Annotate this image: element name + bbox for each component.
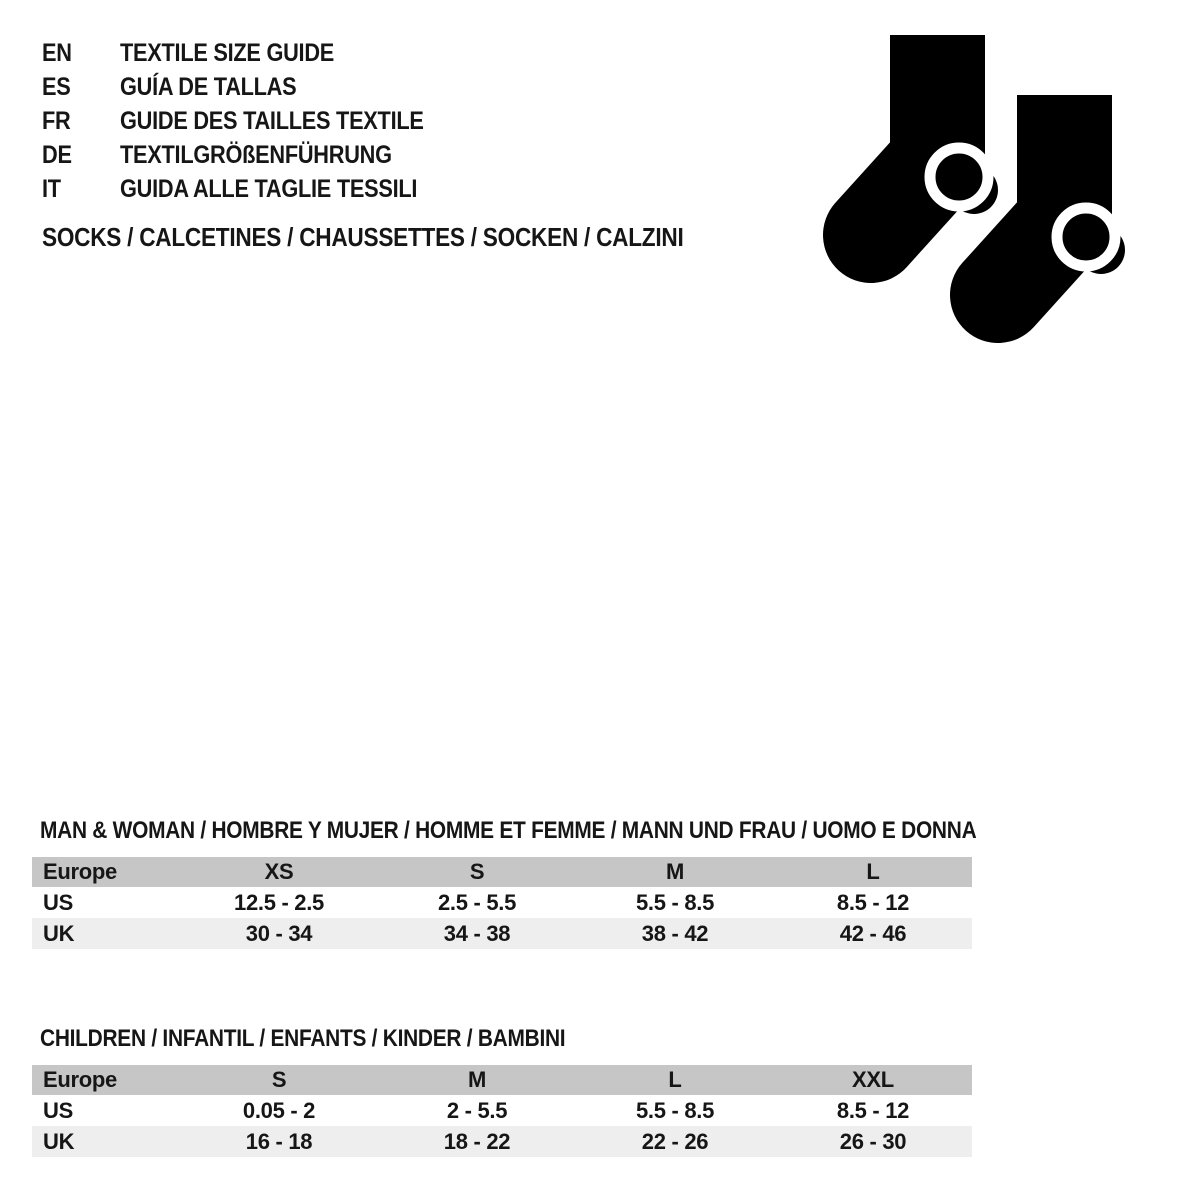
language-row-it bbox=[42, 172, 469, 206]
table-row-us bbox=[32, 1095, 972, 1126]
language-row-en bbox=[42, 36, 469, 70]
column-header-region: Europe bbox=[43, 1067, 117, 1092]
column-header-size: XS bbox=[264, 859, 294, 884]
language-row-fr bbox=[42, 104, 469, 138]
size-range: 2.5 - 5.5 bbox=[437, 889, 517, 915]
children-size-table bbox=[32, 1065, 972, 1157]
row-label: US bbox=[43, 889, 73, 915]
men-women-size-table bbox=[32, 857, 972, 949]
size-range: 26 - 30 bbox=[839, 1128, 907, 1154]
column-header-size: XXL bbox=[852, 1067, 894, 1092]
language-guide-list bbox=[42, 36, 469, 206]
row-label: US bbox=[43, 1097, 73, 1123]
language-row-de bbox=[42, 138, 469, 172]
guide-title-es: GUÍA DE TALLAS bbox=[120, 72, 297, 101]
size-range: 22 - 26 bbox=[641, 1128, 709, 1154]
column-header-size: S bbox=[469, 859, 485, 884]
row-label: UK bbox=[43, 1128, 75, 1154]
column-header-size: L bbox=[668, 1067, 682, 1092]
language-code: FR bbox=[42, 106, 71, 135]
column-header-region: Europe bbox=[43, 859, 117, 884]
size-range: 42 - 46 bbox=[839, 920, 907, 946]
size-range: 8.5 - 12 bbox=[836, 1097, 910, 1123]
language-code: DE bbox=[42, 140, 72, 169]
guide-title-en: TEXTILE SIZE GUIDE bbox=[120, 38, 335, 67]
size-range: 34 - 38 bbox=[443, 920, 511, 946]
table-header-row bbox=[32, 857, 972, 887]
column-header-size: L bbox=[866, 859, 880, 884]
size-range: 30 - 34 bbox=[245, 920, 313, 946]
column-header-size: M bbox=[665, 859, 685, 884]
language-row-es bbox=[42, 70, 469, 104]
guide-title-fr: GUIDE DES TAILLES TEXTILE bbox=[120, 106, 424, 135]
table-header-row bbox=[32, 1065, 972, 1095]
guide-title-it: GUIDA ALLE TAGLIE TESSILI bbox=[120, 174, 418, 203]
language-code: ES bbox=[42, 72, 71, 101]
size-range: 5.5 - 8.5 bbox=[635, 1097, 715, 1123]
size-range: 5.5 - 8.5 bbox=[635, 889, 715, 915]
children-table-title: CHILDREN / INFANTIL / ENFANTS / KINDER / BAMBINI bbox=[40, 1025, 566, 1052]
language-code: EN bbox=[42, 38, 72, 67]
size-range: 12.5 - 2.5 bbox=[234, 889, 324, 915]
language-code: IT bbox=[42, 174, 61, 203]
men-women-table-title: MAN & WOMAN / HOMBRE Y MUJER / HOMME ET FEMME / MANN UND FRAU / UOMO E DONNA bbox=[40, 817, 977, 844]
sock-right bbox=[998, 95, 1125, 295]
category-heading: SOCKS / CALCETINES / CHAUSSETTES / SOCKEN / CALZINI bbox=[42, 221, 684, 252]
row-label: UK bbox=[43, 920, 75, 946]
sock-left bbox=[871, 35, 998, 235]
column-header-size: S bbox=[271, 1067, 287, 1092]
table-row-uk bbox=[32, 918, 972, 949]
size-range: 38 - 42 bbox=[641, 920, 709, 946]
table-row-uk bbox=[32, 1126, 972, 1157]
size-range: 16 - 18 bbox=[245, 1128, 313, 1154]
socks-icon bbox=[818, 28, 1128, 348]
column-header-size: M bbox=[467, 1067, 487, 1092]
table-row-us bbox=[32, 887, 972, 918]
size-range: 8.5 - 12 bbox=[836, 889, 910, 915]
guide-title-de: TEXTILGRÖßENFÜHRUNG bbox=[120, 140, 392, 169]
size-range: 18 - 22 bbox=[443, 1128, 511, 1154]
size-range: 2 - 5.5 bbox=[446, 1097, 508, 1123]
size-range: 0.05 - 2 bbox=[242, 1097, 316, 1123]
